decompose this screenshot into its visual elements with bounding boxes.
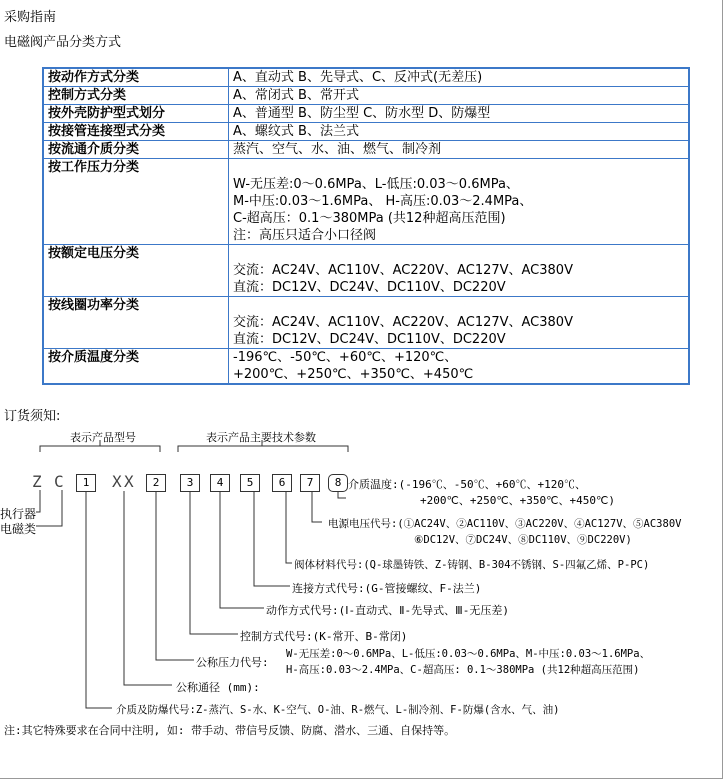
diameter-code: 公称通径 (mm):: [176, 681, 260, 694]
order-title: 订货须知:: [4, 409, 61, 424]
row-value-line: A、直动式 B、先导式、C、反冲式(无差压): [233, 70, 483, 85]
row-key: 按工作压力分类: [43, 159, 229, 245]
page-subtitle: 电磁阀产品分类方式: [4, 35, 122, 50]
medium-code: 介质及防爆代号:Z-蒸汽、S-水、K-空气、O-油、R-燃气、L-制冷剂、F-防爆(含水、气、油): [116, 704, 560, 716]
row-value-line: -196℃、-50℃、+60℃、+120℃、: [233, 350, 458, 365]
row-key: 按接管连接型式分类: [43, 123, 229, 141]
row-value-line: 交流：AC24V、AC110V、AC220V、AC127V、AC380V: [233, 315, 573, 330]
connection-code: 连接方式代号:(G-管接螺纹、F-法兰): [292, 582, 482, 595]
row-value-line: 蒸汽、空气、水、油、燃气、制冷剂: [233, 142, 442, 157]
row-value-line: +200℃、+250℃、+350℃、+450℃: [233, 367, 474, 382]
code-letter-x1: X: [112, 472, 122, 491]
row-value-line: M-中压:0.03～1.6MPa、 H-高压:0.03～2.4MPa、: [233, 194, 533, 209]
row-value-line: A、普通型 B、防尘型 C、防水型 D、防爆型: [233, 106, 491, 121]
row-key: 按动作方式分类: [43, 68, 229, 87]
page-title: 采购指南: [4, 10, 57, 25]
row-key: 按额定电压分类: [43, 245, 229, 297]
pressure-line-2: H-高压:0.03～2.4MPa、C-超高压: 0.1～380MPa (共12种超高压范围): [286, 664, 640, 676]
exec-label: 执行器: [0, 507, 37, 521]
code-box-8: 8: [328, 474, 348, 492]
row-key: 按外壳防护型式划分: [43, 105, 229, 123]
code-box-2: 2: [146, 474, 166, 492]
order-note: 注:其它特殊要求在合同中注明, 如: 带手动、带信号反馈、防腐、潜水、三通、自保持等。: [4, 724, 456, 737]
row-value-line: C-超高压：0.1～380MPa (共12种超高压范围): [233, 211, 506, 226]
action-code: 动作方式代号:(Ⅰ-直动式、Ⅱ-先导式、Ⅲ-无压差): [266, 604, 509, 617]
voltage-line-1: 电源电压代号:(①AC24V、②AC110V、③AC220V、④AC127V、⑤AC380V: [328, 518, 682, 530]
row-value-line: 直流：DC12V、DC24V、DC110V、DC220V: [233, 280, 506, 295]
code-box-7: 7: [300, 474, 320, 492]
row-value-line: W-无压差:0～0.6MPa、L-低压:0.03～0.6MPa、: [233, 177, 519, 192]
row-key: 按介质温度分类: [43, 349, 229, 385]
code-box-5: 5: [240, 474, 260, 492]
row-key: 按流通介质分类: [43, 141, 229, 159]
solenoid-label: 电磁类: [0, 522, 37, 536]
code-box-6: 6: [272, 474, 292, 492]
pressure-line-1: W-无压差:0～0.6MPa、L-低压:0.03～0.6MPa、M-中压:0.03～1.6MPa、: [286, 648, 651, 660]
code-box-1: 1: [76, 474, 96, 492]
row-value-line: 交流：AC24V、AC110V、AC220V、AC127V、AC380V: [233, 263, 573, 278]
code-box-4: 4: [210, 474, 230, 492]
control-code: 控制方式代号:(K-常开、B-常闭): [240, 630, 408, 643]
row-key: 按线圈功率分类: [43, 297, 229, 349]
row-value-line: 直流：DC12V、DC24V、DC110V、DC220V: [233, 332, 506, 347]
pressure-label: 公称压力代号:: [196, 656, 269, 669]
temp-line-2: +200℃、+250℃、+350℃、+450℃): [420, 494, 615, 507]
row-key: 控制方式分类: [43, 87, 229, 105]
code-letter-c: C: [54, 472, 64, 491]
row-value-line: 注：高压只适合小口径阀: [233, 228, 377, 243]
header-params: 表示产品主要技术参数: [206, 431, 316, 444]
temp-line-1: 介质温度:(-196℃、-50℃、+60℃、+120℃、: [348, 478, 586, 491]
code-letter-z: Z: [32, 472, 42, 491]
code-box-3: 3: [180, 474, 200, 492]
header-model: 表示产品型号: [70, 431, 136, 444]
material-code: 阀体材料代号:(Q-球墨铸铁、Z-铸钢、B-304不锈钢、S-四氟乙烯、P-PC): [294, 559, 650, 571]
code-letter-x2: X: [124, 472, 134, 491]
row-value-line: A、常闭式 B、常开式: [233, 88, 359, 103]
row-value-line: A、螺纹式 B、法兰式: [233, 124, 359, 139]
voltage-line-2: ⑥DC12V、⑦DC24V、⑧DC110V、⑨DC220V): [414, 534, 632, 546]
